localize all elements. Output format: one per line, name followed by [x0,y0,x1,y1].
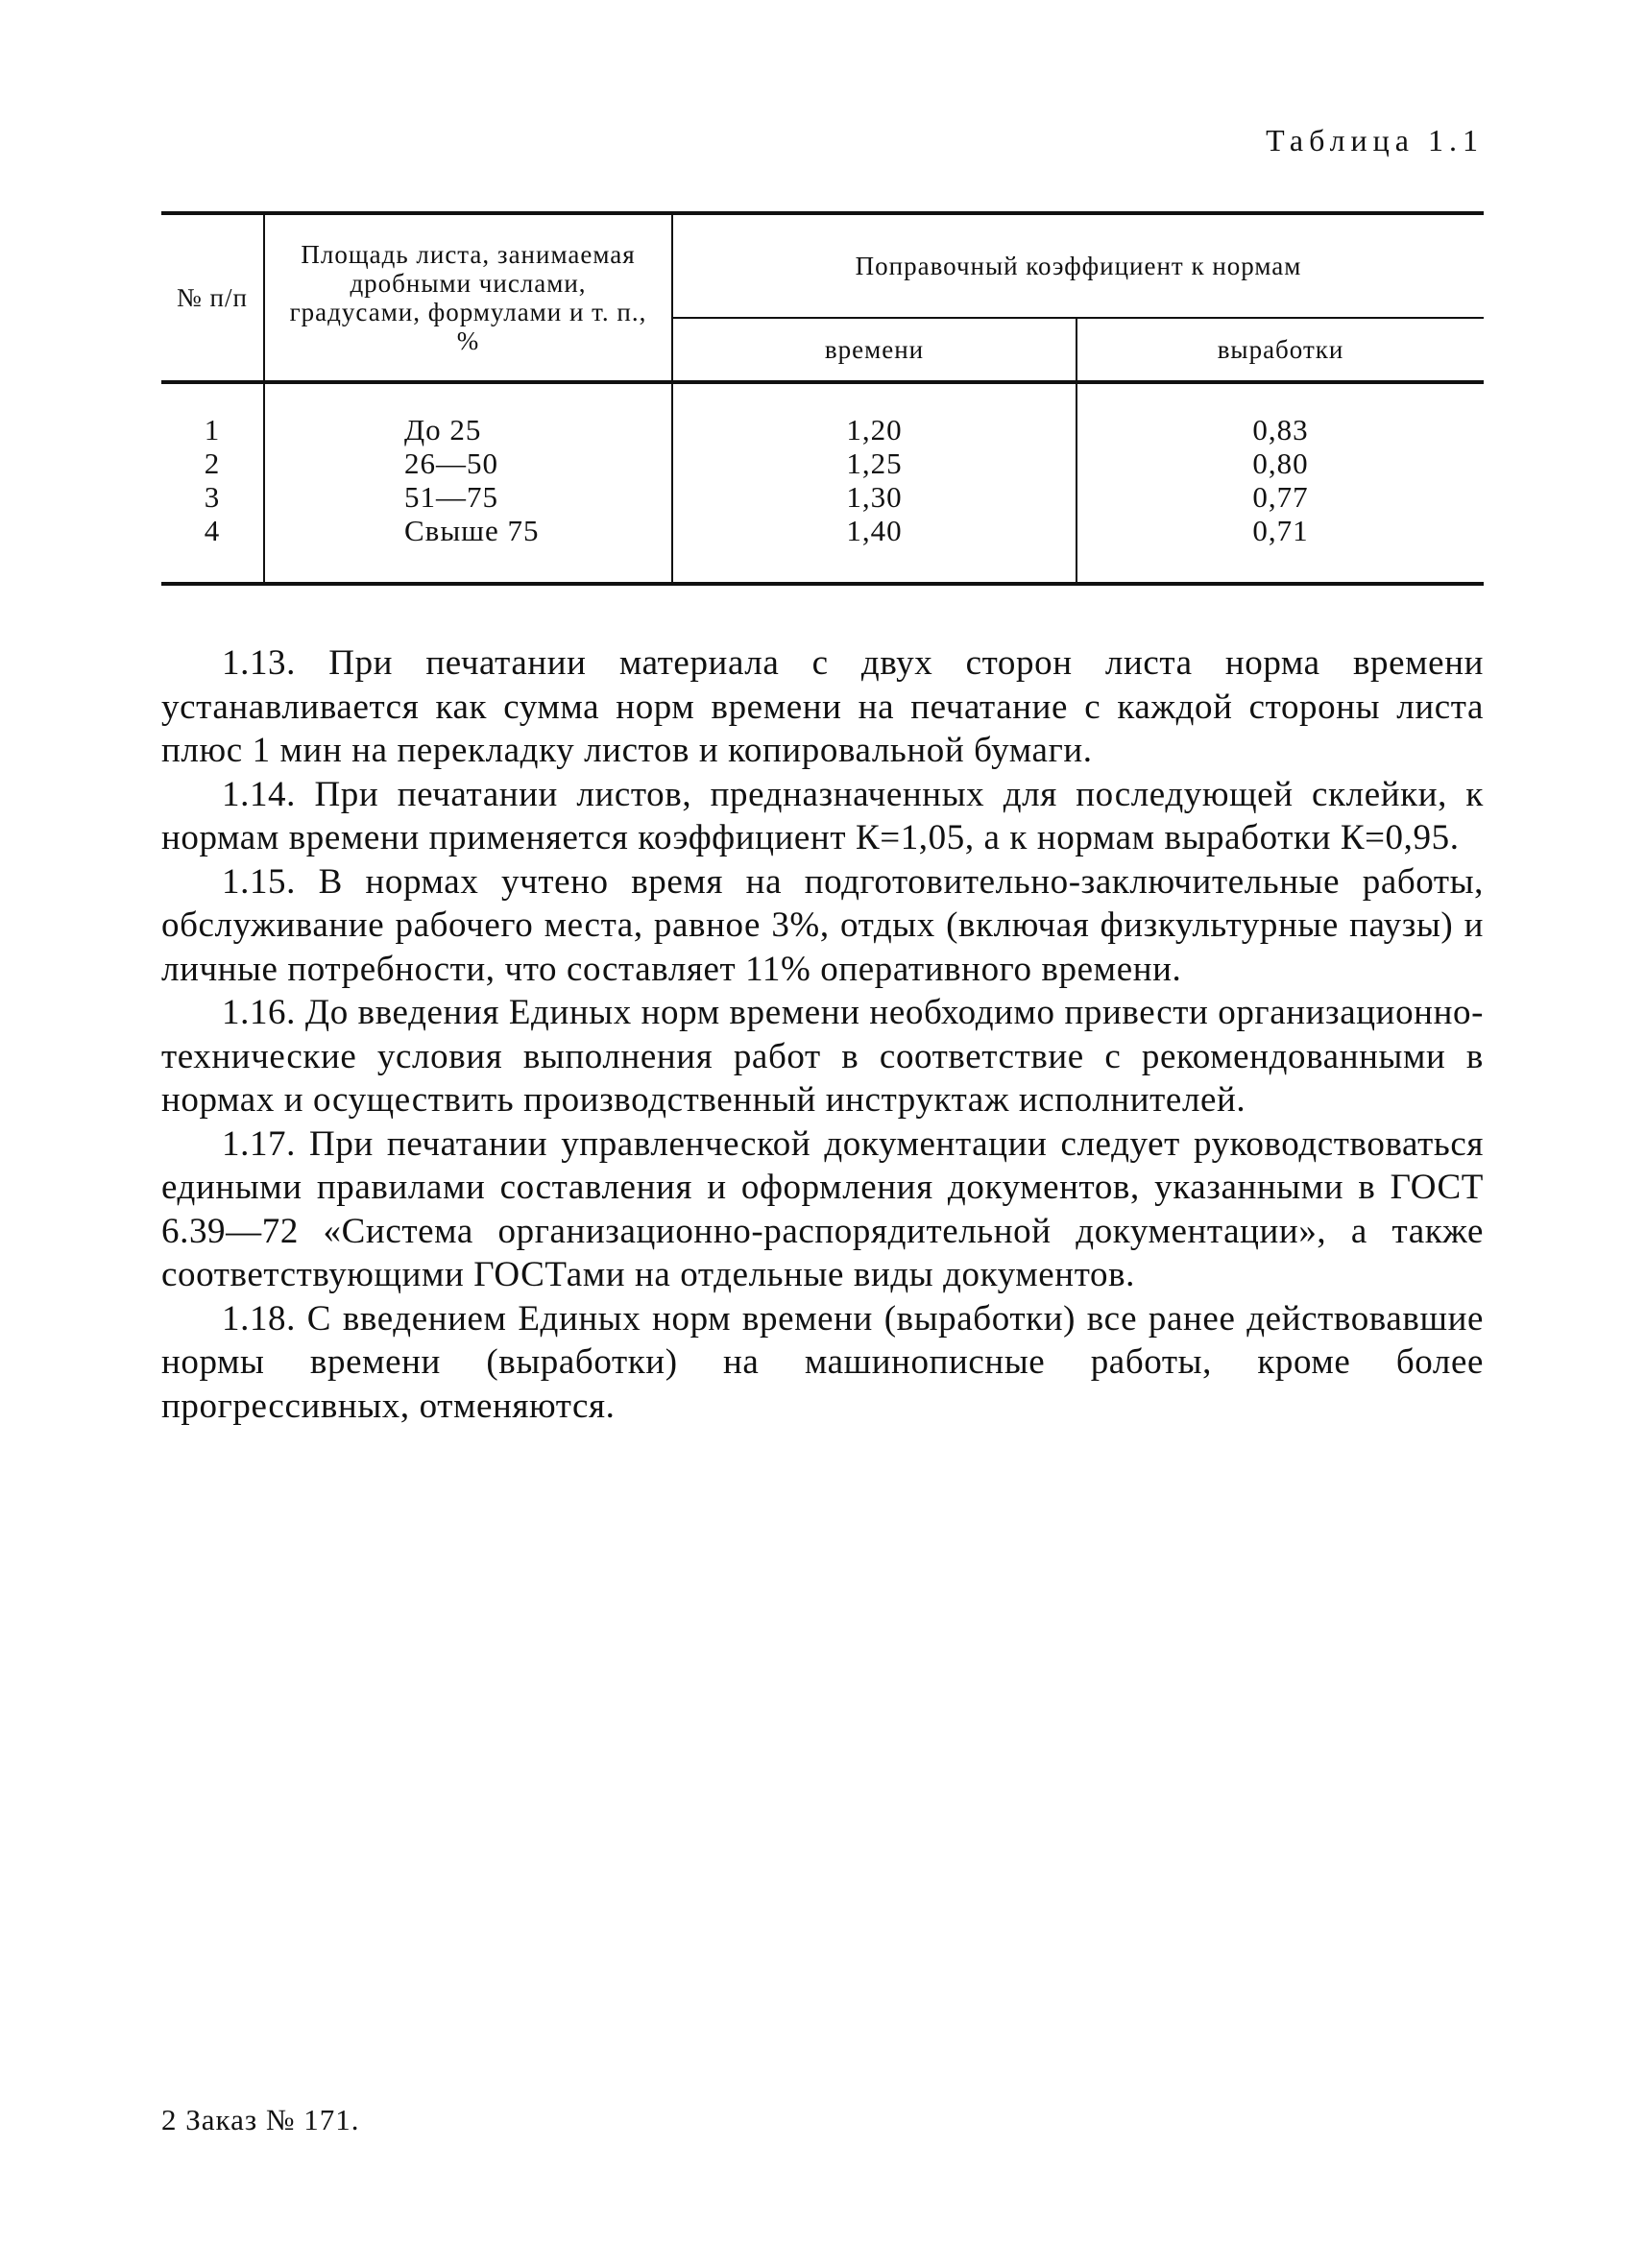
header-num: № п/п [161,213,264,382]
body-text [161,641,1484,1428]
paragraph-1-14: 1.14. При печатании листов, предназначенных для последующей склейки, к нормам времени применяется коэффициент К=1,05, а к нормам выработки К=0,95. [161,774,1484,857]
header-coefficient: Поправочный коэффициент к нормам [672,213,1484,318]
coefficient-table [161,211,1484,586]
paragraph-1-13: 1.13. При печатании материала с двух сторон листа норма времени устанавливается как сумма норм времени на печатание с каждой стороны листа плюс 1 мин на перекладку листов и копировальной бумаги. [161,643,1484,770]
header-time: времени [672,318,1077,382]
header-output: выработки [1077,318,1484,382]
col-area: До 25 26—50 51—75 Свыше 75 [264,382,672,584]
paragraph-1-17: 1.17. При печатании управленческой документации следует руководствоваться едиными правилами составления и оформления документов, указанными в ГОСТ 6.39—72 «Система организационно-распорядительной документации», а также соответствующими ГОСТами на отдельные виды документов. [161,1123,1484,1294]
paragraph-1-16: 1.16. До введения Единых норм времени необходимо привести организационно-технические условия выполнения работ в соответствие с рекомендованными в нормах и осуществить производственный инструктаж исполнителей. [161,993,1484,1120]
paragraph-1-15: 1.15. В нормах учтено время на подготовительно-заключительные работы, обслуживание рабочего места, равное 3%, отдых (включая физкультурные паузы) и личные потребности, что составляет 11% оперативного времени. [161,861,1484,989]
table-caption: Таблица 1.1 [1266,123,1484,157]
table-body [161,382,1484,584]
col-num: 1 2 3 4 [161,382,264,584]
col-output: 0,83 0,80 0,77 0,71 [1077,382,1484,584]
col-time: 1,20 1,25 1,30 1,40 [672,382,1077,584]
header-area: Площадь листа, занимаемая дробными числами, градусами, формулами и т. п., % [264,213,672,382]
page-footer: 2 Заказ № 171. [161,2103,360,2136]
paragraph-1-18: 1.18. С введением Единых норм времени (выработки) все ранее действовавшие нормы времени (выработки) на машинописные работы, кроме более прогрессивных, отменяются. [161,1298,1484,1426]
